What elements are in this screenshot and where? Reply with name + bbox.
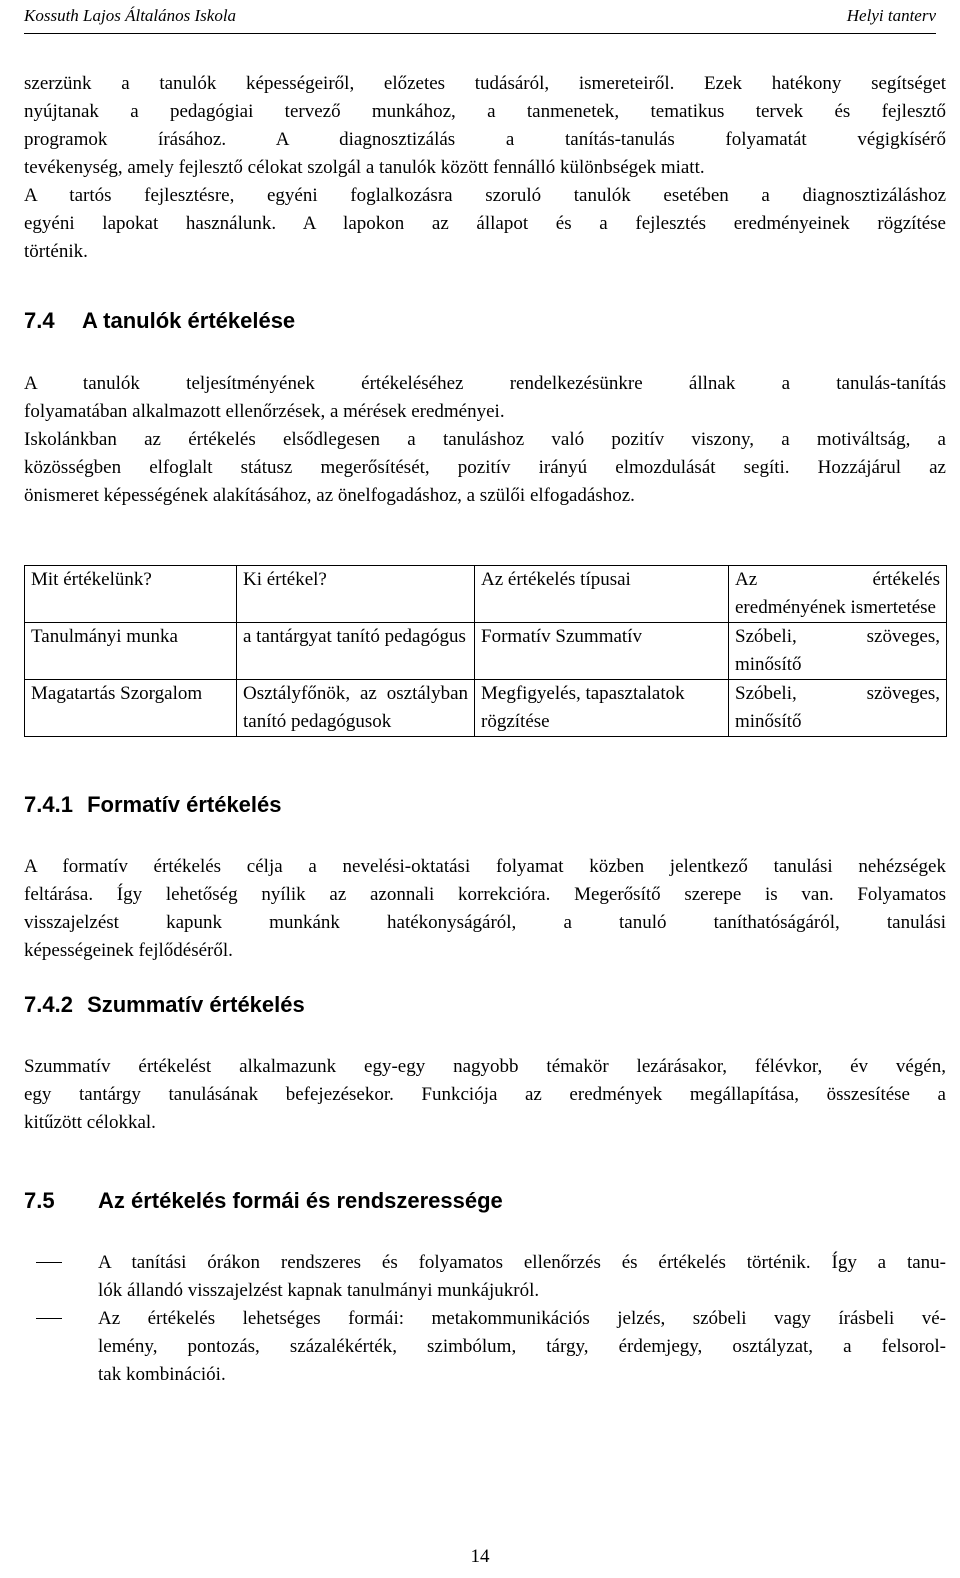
section-number: 7.4.2 [24, 992, 73, 1017]
section-title: Az értékelés formái és rendszeressége [98, 1188, 503, 1213]
page-content [24, 70, 946, 1389]
section-number: 7.5 [24, 1188, 55, 1213]
table-header-row [25, 566, 947, 623]
text-line: A formatív értékelés célja a nevelési-oktatási folyamat közben jelentkező tanulási nehézségek [24, 856, 946, 877]
table-row [25, 680, 947, 737]
dash-bullet [36, 1318, 62, 1319]
list-item [24, 1305, 946, 1389]
text-line-last: történik. [24, 241, 88, 262]
table-cell: Magatartás Szorgalom [25, 680, 237, 737]
text-line: A tanulók teljesítményének értékeléséhez rendelkezésünkre állnak a tanulás-tanítás [24, 373, 946, 394]
table-header-cell: Az értékelés típusai [475, 566, 729, 623]
text-line-last: tak kombinációi. [98, 1364, 226, 1385]
section-heading-7-4 [24, 307, 946, 335]
section-heading-7-4-2 [24, 991, 946, 1019]
section-7-4-1-paragraph [24, 853, 946, 965]
table-row [25, 623, 947, 680]
section-number: 7.4 [24, 308, 55, 333]
text-line-last: tevékenység, amely fejlesztő célokat szolgál a tanulók között fennálló különbségek miatt. [24, 157, 705, 178]
section-title: Szummatív értékelés [87, 992, 305, 1017]
section-heading-7-4-1 [24, 791, 946, 819]
intro-paragraph-2 [24, 182, 946, 266]
table-cell: Formatív Szummatív [475, 623, 729, 680]
text-line: A tanítási órákon rendszeres és folyamatos ellenőrzés és értékelés történik. Így a tanu- [98, 1252, 946, 1273]
forms-list [24, 1249, 946, 1389]
text-line-last: lók állandó visszajelzést kapnak tanulmányi munkájukról. [98, 1280, 540, 1301]
text-line: feltárása. Így lehetőség nyílik az azonnali korrekcióra. Megerősítő szerepe is van. Folyamatos [24, 884, 946, 905]
section-7-4-2-paragraph [24, 1053, 946, 1137]
table-cell: Megfigyelés, tapasztalatok rögzítése [475, 680, 729, 737]
section-heading-7-5 [24, 1187, 946, 1215]
section-7-4-paragraph-2 [24, 426, 946, 510]
table-cell: Osztályfőnök, az osztályban tanító pedagógusok [237, 680, 475, 737]
section-number: 7.4.1 [24, 792, 73, 817]
text-line: nyújtanak a pedagógiai tervező munkához, a tanmenetek, tematikus tervek és fejlesztő [24, 101, 946, 122]
table-header-cell: Ki értékel? [237, 566, 475, 623]
text-line-last: kitűzött célokkal. [24, 1112, 156, 1133]
page-number: 14 [470, 1546, 490, 1567]
header-school-name: Kossuth Lajos Általános Iskola [24, 6, 237, 25]
header-divider [24, 33, 936, 34]
text-line: szerzünk a tanulók képességeiről, előzetes tudásáról, ismereteiről. Ezek hatékony segítséget [24, 73, 946, 94]
section-title: A tanulók értékelése [82, 308, 296, 333]
text-line: egy tantárgy tanulásának befejezésekor. Funkciója az eredmények megállapítása, összesítése a [24, 1084, 946, 1105]
page-header [24, 6, 936, 28]
text-line-last: képességeinek fejlődéséről. [24, 940, 233, 961]
table-cell: Szóbeli, szöveges, minősítő [729, 680, 947, 737]
evaluation-table [24, 565, 947, 737]
text-line: közösségben elfoglalt státusz megerősítését, pozitív irányú elmozdulását segíti. Hozzájárul az [24, 457, 946, 478]
text-line: A tartós fejlesztésre, egyéni foglalkozásra szoruló tanulók esetében a diagnosztizáláshoz [24, 185, 946, 206]
table-cell: Szóbeli, szöveges, minősítő [729, 623, 947, 680]
text-line: Az értékelés lehetséges formái: metakommunikációs jelzés, szóbeli vagy írásbeli vé- [98, 1308, 946, 1329]
header-document-title: Helyi tanterv [846, 6, 936, 25]
text-line: lemény, pontozás, százalékérték, szimbólum, tárgy, érdemjegy, osztályzat, a felsorol- [98, 1336, 946, 1357]
table-cell: Tanulmányi munka [25, 623, 237, 680]
intro-paragraph-1 [24, 70, 946, 182]
dash-bullet [36, 1262, 62, 1263]
text-line-last: önismeret képességének alakításához, az önelfogadáshoz, a szülői elfogadáshoz. [24, 485, 635, 506]
section-title: Formatív értékelés [87, 792, 282, 817]
table-header-cell: Mit értékelünk? [25, 566, 237, 623]
text-line: Szummatív értékelést alkalmazunk egy-egy nagyobb témakör lezárásakor, félévkor, év végén, [24, 1056, 946, 1077]
list-item [24, 1249, 946, 1305]
text-line-last: folyamatában alkalmazott ellenőrzések, a mérések eredményei. [24, 401, 505, 422]
section-7-4-paragraph-1 [24, 370, 946, 426]
table-cell: a tantárgyat tanító pedagógus [237, 623, 475, 680]
text-line: egyéni lapokat használunk. A lapokon az állapot és a fejlesztés eredményeinek rögzítése [24, 213, 946, 234]
text-line: programok írásához. A diagnosztizálás a tanítás-tanulás folyamatát végigkísérő [24, 129, 946, 150]
text-line: Iskolánkban az értékelés elsődlegesen a tanuláshoz való pozitív viszony, a motiváltság, a [24, 429, 946, 450]
text-line: visszajelzést kapunk munkánk hatékonyságáról, a tanuló taníthatóságáról, tanulási [24, 912, 946, 933]
table-header-cell: Az értékelés eredményének ismertetése [729, 566, 947, 623]
